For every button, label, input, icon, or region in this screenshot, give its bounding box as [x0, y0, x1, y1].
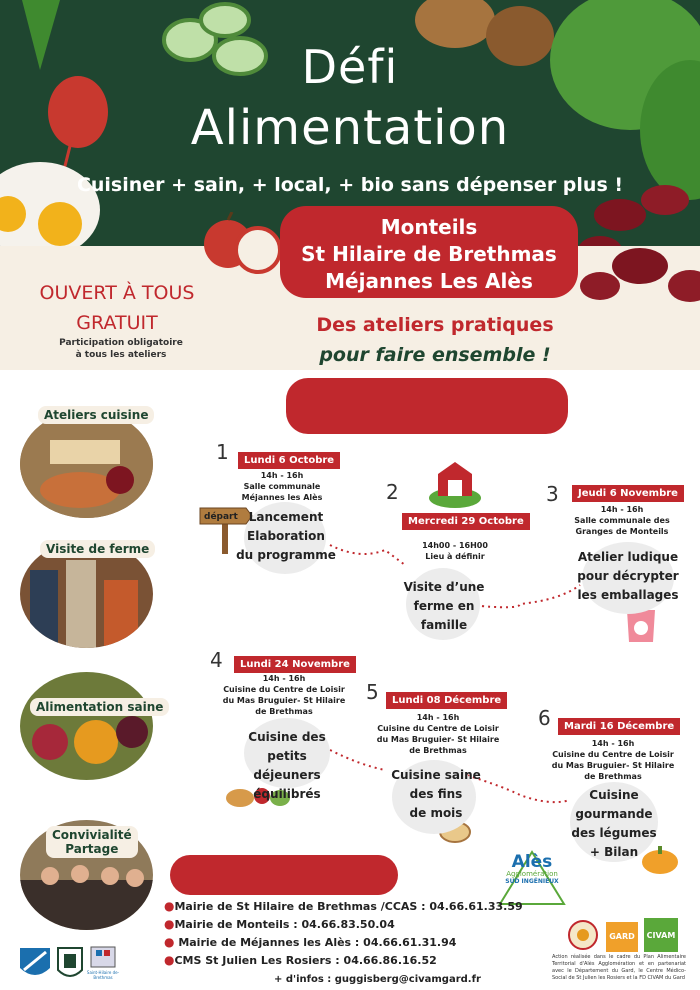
session-info [376, 712, 500, 756]
activity-line: + Bilan [589, 845, 639, 859]
civam-logo: CIVAM [644, 918, 678, 952]
more-info: + d'infos : guggisberg@civamgard.fr [274, 974, 481, 985]
bullet: ● [164, 917, 175, 931]
contact-line [164, 935, 456, 949]
session-date: Mercredi 29 Octobre [402, 513, 530, 530]
ales-logo-subtitle: Agglomération [506, 870, 558, 878]
activity-line: gourmande [575, 807, 653, 821]
session-number: 5 [366, 680, 379, 704]
activity-line: Cuisine saine [391, 768, 481, 782]
plan-alimentaire-logo [566, 920, 600, 950]
subtitle-2: pour faire ensemble ! [319, 344, 551, 366]
session-place-line: Méjannes les Alès [241, 493, 323, 502]
ales-logo-name: Alès [511, 852, 553, 872]
footer-note: Action réalisée dans le cadre du Plan Alimentaire Territorial d'Alès Agglomération et en partenariat avec le Département du Gard, le Centre Médico-Social de St Julien les Rosiers et la FD CIVAM du Gard [552, 954, 686, 981]
session-time: 14h00 - 16H00 [422, 541, 488, 550]
subtitle-1: Des ateliers pratiques [316, 314, 554, 336]
monteils-crest-icon [56, 946, 84, 982]
session-number: 2 [386, 480, 399, 504]
photo-label: Ateliers cuisine [38, 406, 154, 424]
session-info [550, 738, 676, 782]
activity-line: Cuisine [589, 788, 639, 802]
session-time: 14h - 16h [260, 471, 304, 480]
depart-label: départ [204, 512, 238, 522]
gard-crest-icon [18, 946, 52, 982]
contact-text: CMS St Julien Les Rosiers : 04.66.86.16.52 [174, 954, 437, 967]
session-time: 14h - 16h [416, 713, 460, 722]
session-date: Lundi 6 Octobre [238, 452, 340, 469]
ales-logo [490, 846, 574, 906]
session-number: 4 [210, 648, 223, 672]
session-place-line: Cuisine du Centre de Loisir [377, 724, 499, 733]
activity-line: petits déjeuners [253, 749, 321, 782]
place-name: Monteils [380, 215, 478, 239]
activity-line: les emballages [577, 588, 679, 602]
title-line2: Alimentation [190, 100, 510, 156]
title-line1: Défi [301, 40, 399, 94]
session-place-line: Salle communale [243, 482, 321, 491]
activity-line: de mois [409, 806, 463, 820]
session-date: Lundi 24 Novembre [234, 656, 356, 673]
contact-text: Mairie de Monteils : 04.66.83.50.04 [174, 918, 395, 931]
session-time: 14h - 16h [600, 505, 644, 514]
photo-label: Visite de ferme [40, 540, 155, 558]
place-name: St Hilaire de Brethmas [301, 242, 557, 266]
photo-label-line2: Partage [65, 842, 119, 856]
obligation-line1: Participation obligatoire [59, 338, 183, 348]
activity-line: ferme en [413, 599, 475, 613]
contact-text: Mairie de Méjannes les Alès : 04.66.61.31.94 [174, 936, 457, 949]
session-place-line: du Mas Bruguier- St Hilaire [376, 735, 500, 744]
gard-logo: GARD [606, 922, 638, 952]
slogan: Cuisiner + sain, + local, + bio sans dépenser plus ! [76, 174, 624, 196]
activity-line: des fins [409, 787, 463, 801]
session-place-line: Salle communale des [574, 516, 670, 525]
session-activity [234, 728, 340, 804]
photo-label-line1: Convivialité [52, 828, 132, 842]
session-place-line: Granges de Monteils [575, 527, 669, 536]
activity-line: Lancement [248, 510, 324, 524]
bullet: ● [164, 935, 175, 949]
activity-line: Elaboration [247, 529, 325, 543]
session-activity [562, 786, 666, 862]
session-info [560, 504, 684, 537]
barn-icon [428, 456, 482, 508]
session-number: 6 [538, 706, 551, 730]
session-time: 14h - 16h [262, 674, 306, 683]
session-info [222, 673, 346, 717]
session-place-line: Cuisine du Centre de Loisir [552, 750, 674, 759]
open-line1: OUVERT À TOUS [39, 282, 195, 304]
session-activity [572, 548, 684, 605]
session-date: Jeudi 6 Novembre [572, 485, 684, 502]
open-line2: GRATUIT [76, 312, 158, 334]
activity-line: du programme [236, 548, 336, 562]
session-number: 1 [216, 440, 229, 464]
session-time: 14h - 16h [591, 739, 635, 748]
activity-line: famille [420, 618, 468, 632]
contact-line [164, 899, 523, 913]
bullet: ● [164, 899, 175, 913]
activity-line: Visite d’une [403, 580, 485, 594]
activity-line: Cuisine des [248, 730, 326, 744]
photo-label: Alimentation saine [30, 698, 169, 716]
session-place-line: de Brethmas [409, 746, 467, 755]
activity-line: équilibrés [253, 787, 321, 801]
session-activity [384, 766, 488, 823]
saint-hilaire-crest-icon [90, 946, 116, 968]
session-place-line: Lieu à définir [425, 552, 485, 561]
session-info [222, 470, 342, 503]
session-date: Lundi 08 Décembre [386, 692, 507, 709]
contact-line [164, 917, 395, 931]
contact-line [164, 953, 437, 967]
session-place-line: de Brethmas [584, 772, 642, 781]
session-activity [236, 508, 336, 565]
session-place-line: du Mas Bruguier- St Hilaire [551, 761, 675, 770]
obligation-line2: à tous les ateliers [75, 350, 167, 360]
session-number: 3 [546, 482, 559, 506]
saint-hilaire-logo-text: Saint-Hilaire de-Brethmas [86, 970, 120, 980]
bullet: ● [164, 953, 175, 967]
activity-line: pour décrypter [577, 569, 679, 583]
contact-text: Mairie de St Hilaire de Brethmas /CCAS : 04.66.61.33.59 [174, 900, 523, 913]
session-place-line: de Brethmas [255, 707, 313, 716]
session-date: Mardi 16 Décembre [558, 718, 680, 735]
ales-logo-tagline: SUD INGÉNIEUX [505, 878, 559, 885]
activity-line: des légumes [571, 826, 657, 840]
session-activity [396, 578, 492, 635]
activity-line: Atelier ludique [577, 550, 679, 564]
session-place-line: du Mas Bruguier- St Hilaire [222, 696, 346, 705]
place-name: Méjannes Les Alès [325, 269, 533, 293]
session-info [390, 540, 520, 562]
session-place-line: Cuisine du Centre de Loisir [223, 685, 345, 694]
